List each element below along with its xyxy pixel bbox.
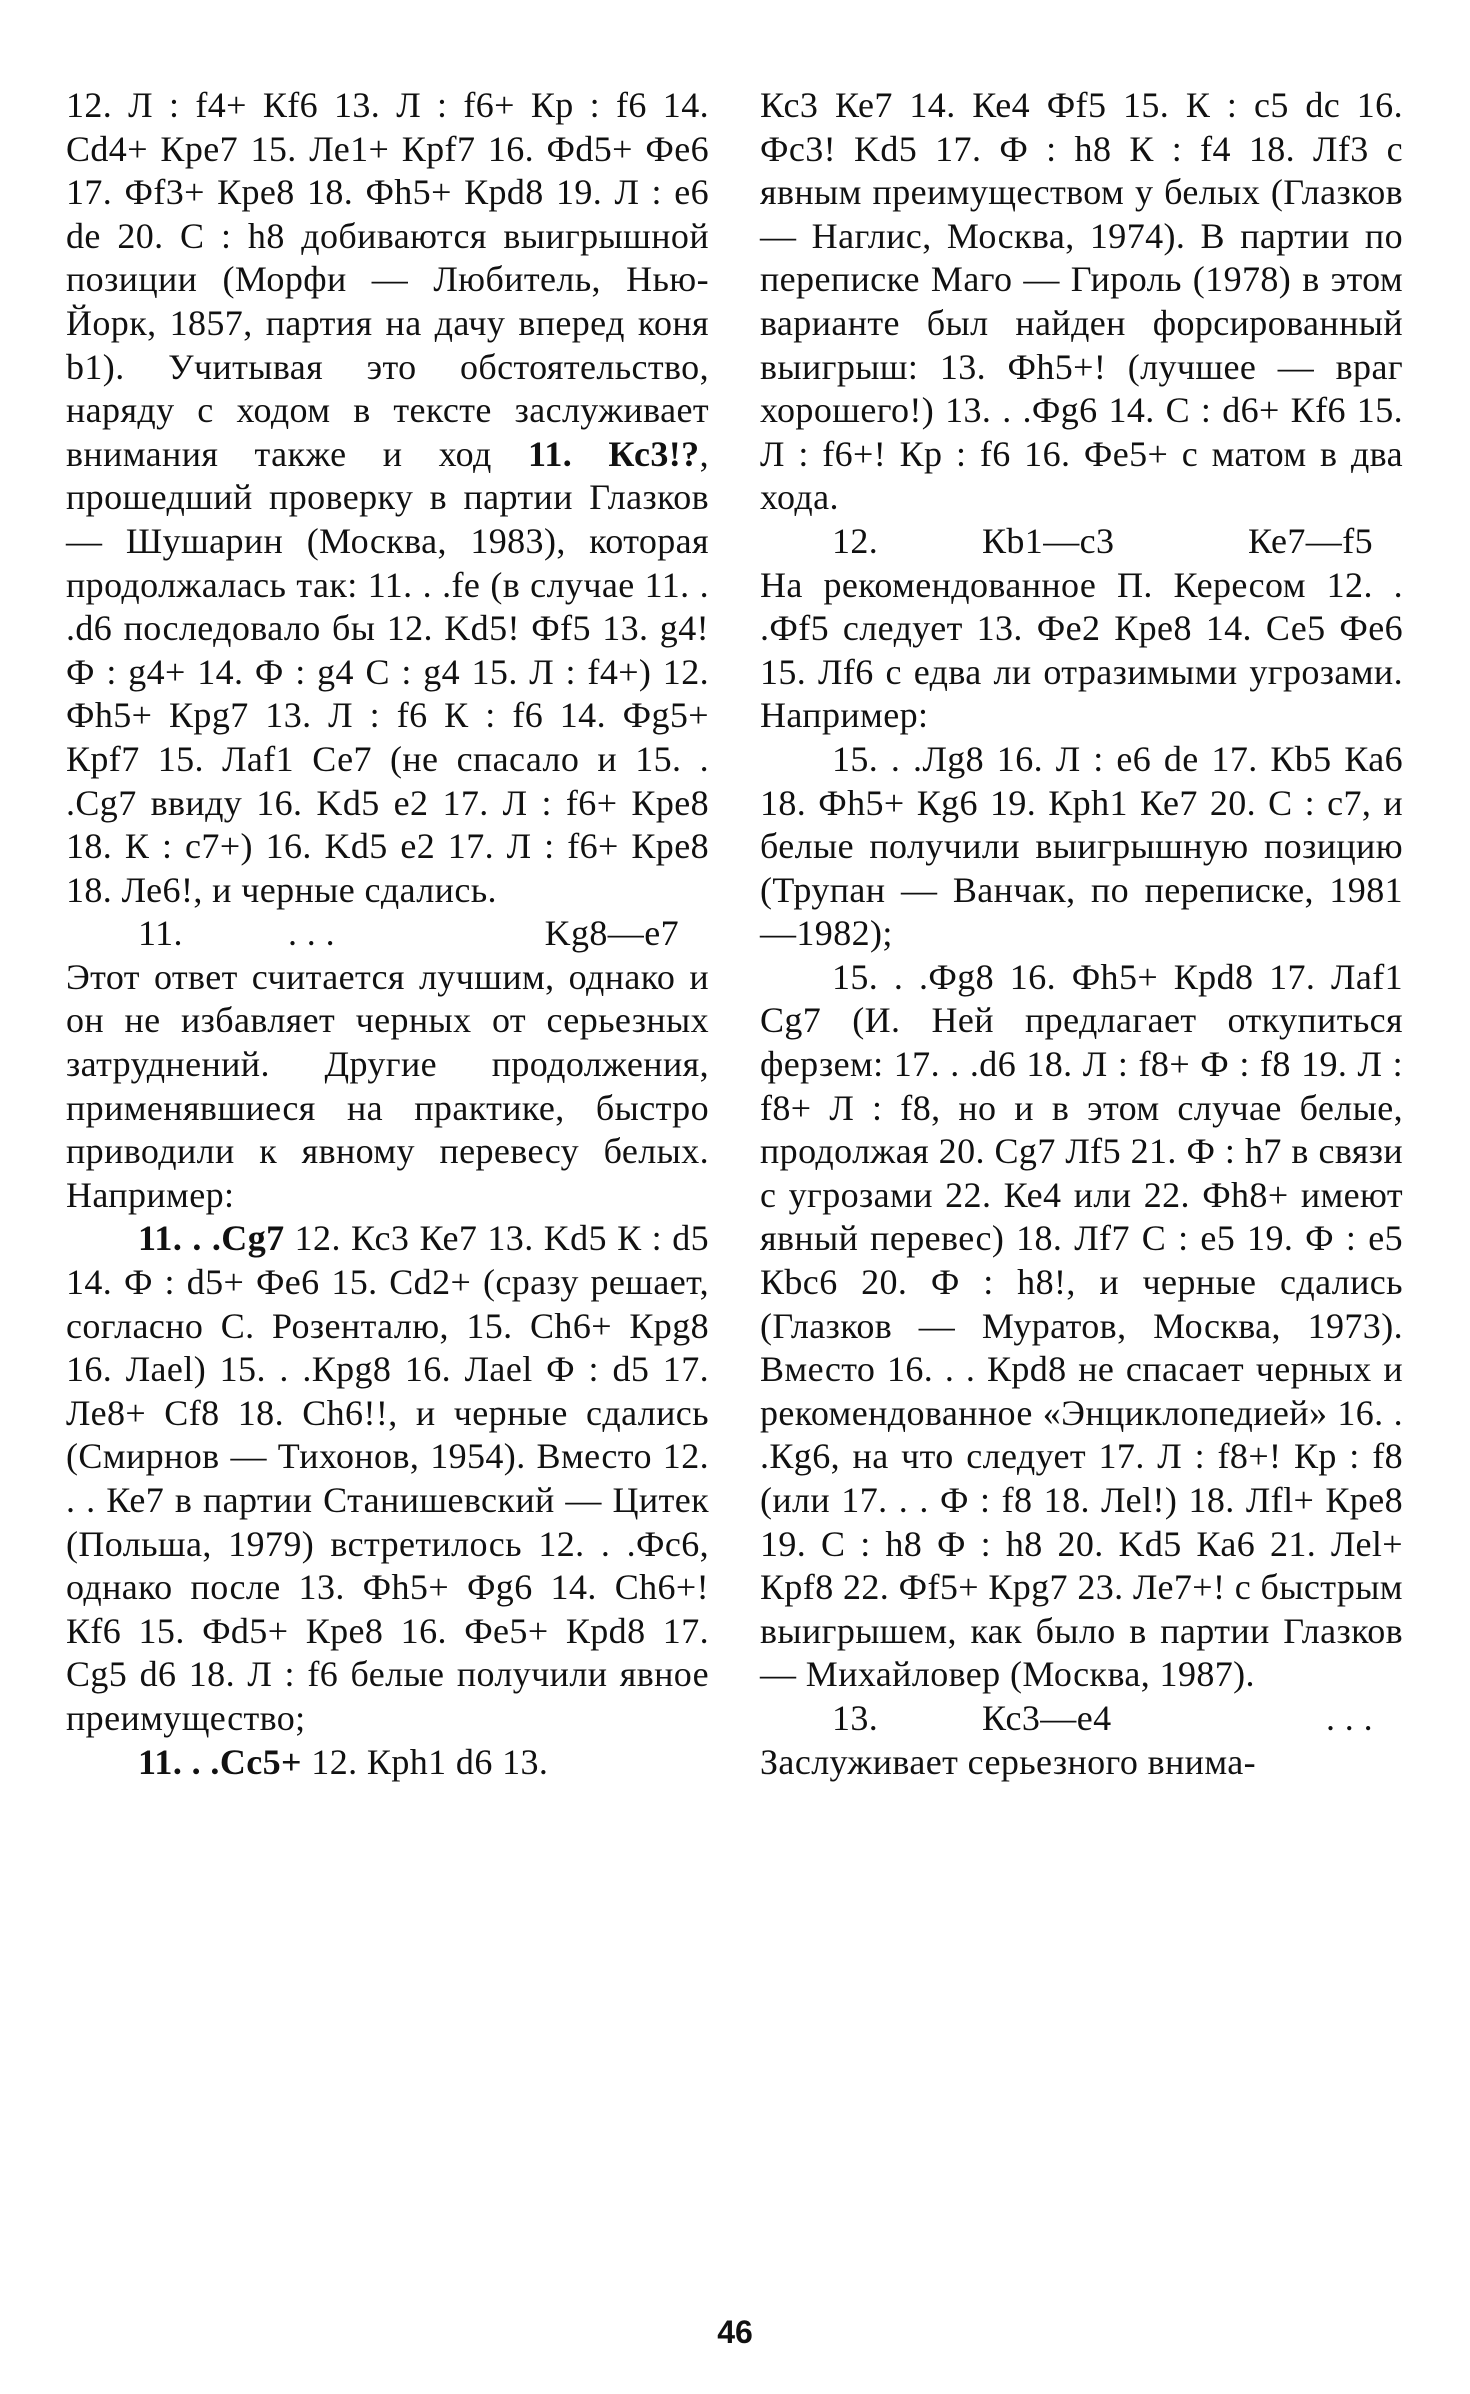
paragraph	[66, 1217, 709, 1740]
move-white: Кb1—с3	[982, 520, 1115, 561]
main-line-move	[66, 912, 709, 956]
move-black: . . .	[1326, 1697, 1373, 1738]
move-number: 11.	[138, 913, 183, 954]
text-run: 12. Кс3 Ке7 13. Kd5 К : d5 14. Ф : d5+ Фе6 15. Cd2+ (сразу решает, согласно С. Розенталю, 15. Ch6+ Крg8 16. Лаеl) 15. . .Крg8 16. Лаеl Ф : d5 17. Ле8+ Cf8 18. Ch6!!, и черные сдались (Смирнов — Тихонов, 1954). Вместо 12. . . Ке7 в партии Станишевский — Цитек (Польша, 1979) встретилось 12. . .Фс6, однако после 13. Фh5+ Фg6 14. Ch6+! Кf6 15. Фd5+ Кре8 16. Фе5+ Кpd8 17. Cg5 d6 18. Л : f6 белые получили явное преимущество;	[66, 1218, 710, 1738]
paragraph: Заслуживает серьезного внима-	[760, 1741, 1257, 1782]
paragraph: 15. . .Лg8 16. Л : е6 de 17. Кb5 Ка6 18. Фh5+ Кg6 19. Крh1 Ке7 20. С : с7, и белые получили выигрышную позицию (Трупан — Ванчак, по переписке, 1981—1982);	[760, 738, 1403, 954]
move-black: Ке7—f5	[1247, 520, 1373, 561]
page-number: 46	[717, 2314, 753, 2350]
paragraph: На рекомендованное П. Кересом 12. . .Фf5 следует 13. Фе2 Кре8 14. Се5 Фе6 15. Лf6 с едва ли отразимыми угрозами. Например:	[760, 564, 1403, 736]
paragraph: Кс3 Ке7 14. Ке4 Фf5 15. К : с5 dc 16. Фс3! Kd5 17. Ф : h8 К : f4 18. Лf3 с явным преимуществом у белых (Глазков — Наглис, Москва, 1974). В партии по переписке Маго — Гироль (1978) в этом варианте был найден форсированный выигрыш: 13. Фh5+! (лучшее — враг хорошего!) 13. . .Фg6 14. С : d6+ Кf6 15. Л : f6+! Кр : f6 16. Фе5+ с матом в два хода.	[760, 85, 1403, 518]
paragraph: Этот ответ считается лучшим, однако и он не избавляет черных от серьезных затруднений. Другие продолжения, применявшиеся на практике, быстро приводили к явному перевесу белых. Например:	[66, 956, 709, 1215]
paragraph	[66, 1741, 709, 1785]
paragraph	[66, 84, 709, 912]
text-run: , прошедший проверку в партии Глазков — Шушарин (Москва, 1983), которая продолжалась так: 11. . .fe (в случае 11. . .d6 последовало бы 12. Kd5! Фf5 13. g4! Ф : g4+ 14. Ф : g4 С : g4 15. Л : f4+) 12. Фh5+ Крg7 13. Л : f6 К : f6 14. Фg5+ Крf7 15. Лаf1 Се7 (не спасало и 15. . .Cg7 ввиду 16. Kd5 е2 17. Л : f6+ Кре8 18. К : с7+) 16. Kd5 е2 17. Л : f6+ Кре8 18. Ле6!, и черные сдались.	[66, 433, 709, 910]
paragraph: 15. . .Фg8 16. Фh5+ Кpd8 17. Лаf1 Cg7 (И. Ней предлагает откупиться ферзем: 17. . .d6 18. Л : f8+ Ф : f8 19. Л : f8+ Л : f8, но и в этом случае белые, продолжая 20. Cg7 Лf5 21. Ф : h7 в связи с угрозами 22. Ке4 или 22. Фh8+ имеют явный перевес) 18. Лf7 С : е5 19. Ф : е5 Кbc6 20. Ф : h8!, и черные сдались (Глазков — Муратов, Москва, 1973). Вместо 16. . . Кpd8 не спасает черных и рекомендованное «Энциклопедией» 16. . .Кg6, на что следует 17. Л : f8+! Кр : f8 (или 17. . . Ф : f8 18. Леl!) 18. Лfl+ Кре8 19. С : h8 Ф : h8 20. Kd5 Ка6 21. Леl+ Кpf8 22. Фf5+ Кpg7 23. Ле7+! с быстрым выигрышем, как было в партии Глазков — Михайловер (Москва, 1987).	[760, 956, 1403, 1695]
left-column	[66, 84, 709, 1784]
bold-move: 11. . .Cc5+	[138, 1741, 302, 1782]
move-white: . . .	[288, 913, 335, 954]
bold-move: 11. . .Cg7	[138, 1218, 285, 1259]
move-number: 12.	[832, 520, 879, 561]
bold-move: 11. Кс3!?	[527, 433, 700, 474]
main-line-move	[760, 1697, 1403, 1741]
right-column	[760, 84, 1403, 1784]
move-number: 13.	[832, 1697, 879, 1738]
text-run: 12. Крh1 d6 13.	[301, 1741, 549, 1782]
move-white: Кс3—е4	[982, 1697, 1112, 1738]
main-line-move	[760, 520, 1403, 564]
move-black: Kg8—е7	[544, 913, 679, 954]
text-run: 12. Л : f4+ Кf6 13. Л : f6+ Кр : f6 14. Cd4+ Кре7 15. Ле1+ Кpf7 16. Фd5+ Фе6 17. Фf3+ Кре8 18. Фh5+ Кpd8 19. Л : е6 de 20. С : h8 добиваются выигрышной позиции (Морфи — Любитель, Нью-Йорк, 1857, партия на дачу вперед коня b1). Учитывая это обстоятельство, наряду с ходом в тексте заслуживает внимания также и ход	[66, 85, 709, 474]
